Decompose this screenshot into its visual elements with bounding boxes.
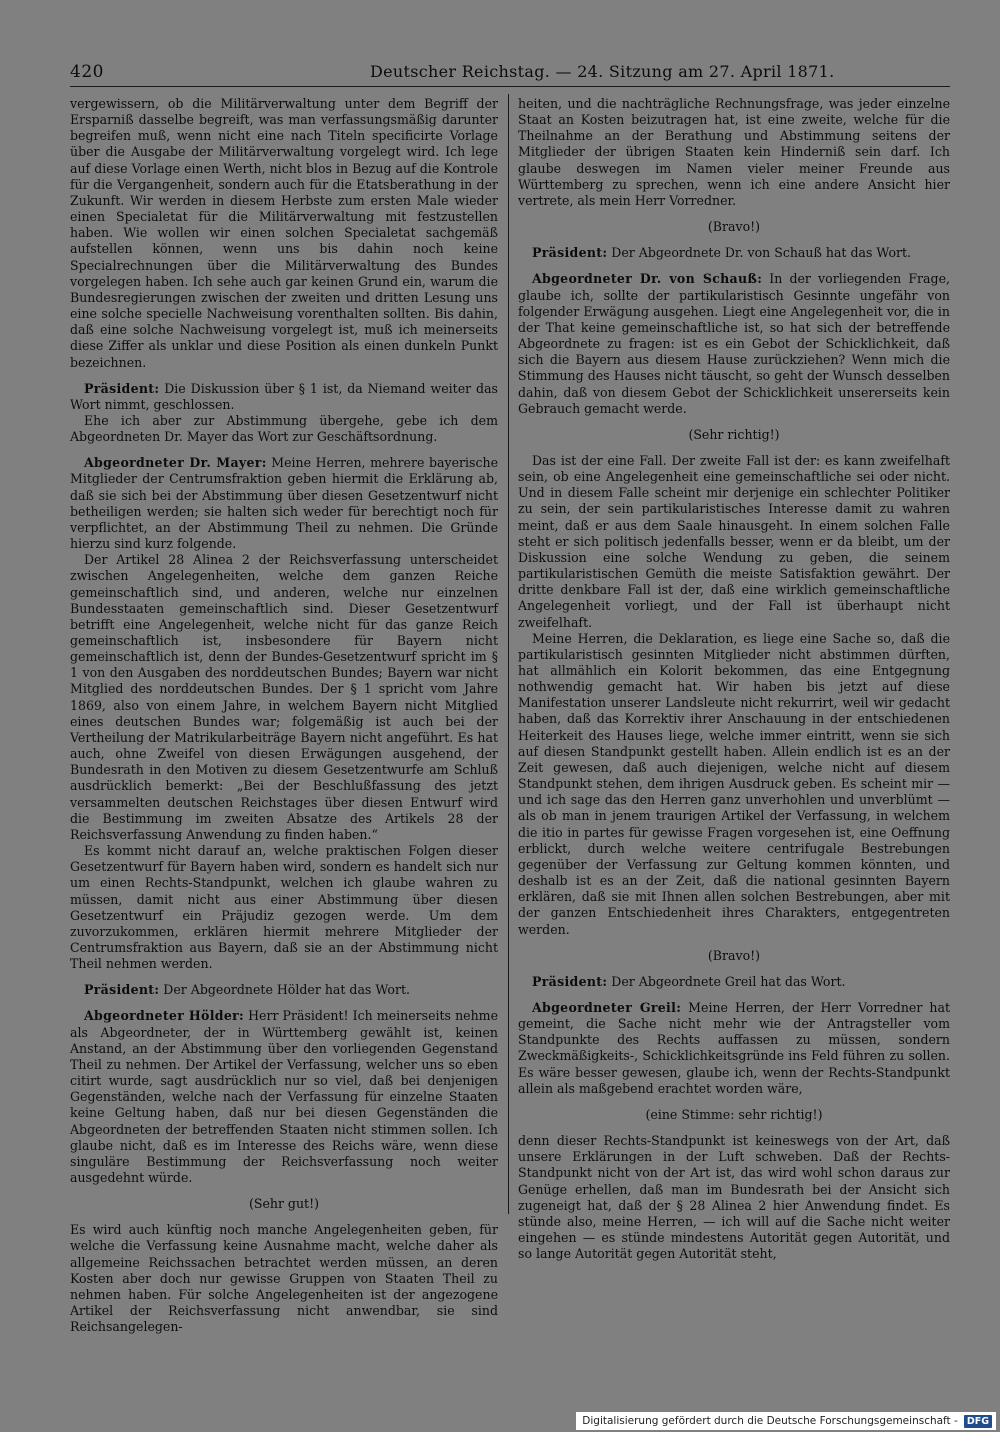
running-head: Deutscher Reichstag. — 24. Sitzung am 27. April 1871.	[370, 62, 835, 81]
speaker-paragraph	[70, 1008, 498, 1186]
page-number: 420	[70, 62, 104, 82]
paragraph: Es wird auch künftig noch manche Angelegenheiten geben, für welche die Verfassung keine Ausnahme macht, welche daher als allgemeine Reichssachen betrachtet werden müssen, an deren Kosten aber doch nur gewisse Gruppen von Staaten Theil zu nehmen haben. Für solche Angelegenheiten ist der angezogene Artikel der Reichsverfassung nicht anwendbar, sie sind Reichsangelegen-	[70, 1222, 498, 1335]
speaker-label: Abgeordneter Dr. von Schauß:	[532, 271, 763, 287]
speaker-text: Der Abgeordnete Hölder hat das Wort.	[159, 982, 410, 998]
interjection: (Bravo!)	[707, 219, 761, 235]
paragraph: heiten, und die nachträgliche Rechnungsfrage, was jeder einzelne Staat an Kosten beizutragen hat, ist eine zweite, welche für die Theilnahme an der Berathung und Abstimmung seitens der Mitglieder der übrigen Staaten kein Hinderniß sein darf. Ich glaube deswegen im Namen vieler meiner Freunde aus Württemberg zu sprechen, wenn ich eine andere Ansicht hier vertrete, als mein Herr Vorredner.	[518, 96, 950, 208]
speaker-text: Der Abgeordnete Dr. von Schauß hat das Wort.	[607, 245, 912, 261]
paragraph: denn dieser Rechts-Standpunkt ist keineswegs von der Art, daß unsere Erklärungen in der Luft schweben. Daß der Rechts-Standpunkt nicht von der Art ist, das wird wohl schon daraus zur Genüge erhellen, daß man im Bundesrath bei der Ansicht sich zugeneigt hat, daß der § 28 Alinea 2 hier Anwendung findet. Es stünde also, meine Herren, — ich will auf die Sache nicht weiter eingehen — es stünde mindestens Autorität gegen Autorität, und so lange Autorität gegen Autorität steht,	[518, 1133, 950, 1262]
interjection: (Sehr richtig!)	[688, 426, 780, 442]
speaker-label: Abgeordneter Greil:	[532, 999, 682, 1015]
speaker-label: Präsident:	[84, 982, 160, 998]
speaker-label: Abgeordneter Dr. Mayer:	[84, 455, 267, 471]
speaker-label: Präsident:	[532, 973, 608, 989]
right-column	[518, 96, 950, 1262]
paragraph: vergewissern, ob die Militärverwaltung unter dem Begriff der Ersparniß dasselbe begreift, was man verfassungsmäßig darunter begreifen muß, wenn nicht eine nach Titeln specificirte Vorlage über die Ausgabe der Militärverwaltung vorgelegt wird. Ich lege auf diese Vorlage einen Werth, nicht blos in Bezug auf die Kontrole für die Vergangenheit, sondern auch für die Etatsberathung in der Zukunft. Wir werden in diesem Herbste zum ersten Male wieder einen Specialetat für die Militärverwaltung mit festzustellen haben. Wie wollen wir einen solchen Specialetat sachgemäß aufstellen können, wenn uns bis dahin noch keine Specialrechnungen über die Militärverwaltung des Bundes vorgelegen haben. Ich sehe auch gar keinen Grund ein, warum die Bundesregierungen zwischen der zweiten und dritten Lesung uns eine solche specielle Nachweisung vorenthalten sollten. Bis dahin, daß eine solche Nachweisung vorgelegt ist, muß ich meinerseits diese Ziffer als unklar und diese Position als einen dunkeln Punkt bezeichnen.	[70, 96, 498, 370]
page-header	[70, 62, 950, 87]
footer-credit	[576, 1412, 996, 1430]
interjection: (Sehr gut!)	[248, 1196, 320, 1212]
paragraph: Der Artikel 28 Alinea 2 der Reichsverfassung unterscheidet zwischen Angelegenheiten, welche dem ganzen Reiche gemeinschaftlich sind, und anderen, welche nur einzelnen Bundesstaaten gemeinschaftlich sind. Dieser Gesetzentwurf betrifft eine Angelegenheit, welche nicht für das ganze Reich gemeinschaftlich ist, insbesondere für Bayern nicht gemeinschaftlich ist, denn der Bundes-Gesetzentwurf spricht im § 1 von den Ausgaben des norddeutschen Bundes; Bayern war nicht Mitglied des norddeutschen Bundes. Der § 1 spricht vom Jahre 1869, also von einem Jahre, in welchem Bayern nicht Mitglied eines deutschen Bundes war; folgemäßig ist auch bei der Vertheilung der Matrikularbeiträge Bayern nicht angeführt. Es hat auch, ohne Zweifel von diesen Erwägungen ausgehend, der Bundesrath in den Motiven zu diesem Gesetzentwurfe am Schluß ausdrücklich bemerkt: „Bei der Beschlußfassung des jetzt versammelten deutschen Reichstages über diesen Entwurf wird die Bestimmung im zweiten Absatze des Artikels 28 der Reichsverfassung Anwendung zu finden haben.“	[70, 552, 498, 842]
speaker-paragraph	[518, 271, 950, 416]
speaker-text: Herr Präsident! Ich meinerseits nehme als Abgeordneter, der in Württemberg gewählt ist, keinen Anstand, an der Abstimmung über den vorliegenden Gegenstand Theil zu nehmen. Der Artikel der Verfassung, welcher uns so eben citirt wurde, sagt ausdrücklich nur so viel, daß bei denjenigen Gegenständen, welche nach der Verfassung für einzelne Staaten keine Geltung haben, daß nur bei diesen Gegenständen die Abgeordneten der betreffenden Staaten nicht stimmen sollen. Ich glaube nicht, daß es im Interesse des Reichs wäre, wenn diese singuläre Bestimmung der Reichsverfassung noch weiter ausgedehnt würde.	[70, 1008, 498, 1185]
speaker-text: Der Abgeordnete Greil hat das Wort.	[607, 973, 846, 989]
speaker-paragraph	[518, 1000, 950, 1097]
paragraph: Das ist der eine Fall. Der zweite Fall ist der: es kann zweifelhaft sein, ob eine Angelegenheit eine gemeinschaftliche sei oder nicht. Und in diesem Falle scheint mir derjenige ein schlechter Politiker zu sein, der sein partikularistisches Interesse damit zu wahren meint, daß er aus dem Saale hinausgeht. In einem solchen Falle steht er sich politisch jedenfalls besser, wenn er da bleibt, um der Diskussion eine solche Wendung zu geben, die seinem partikularistischen Gemüth die meiste Satisfaktion gewährt. Der dritte denkbare Fall ist der, daß eine wirklich gemeinschaftliche Angelegenheit vorliegt, und der Fall ist überhaupt nicht zweifelhaft.	[518, 452, 950, 630]
interjection: (Bravo!)	[707, 947, 761, 963]
speaker-label: Präsident:	[532, 245, 608, 261]
speaker-paragraph	[518, 974, 950, 990]
speaker-paragraph	[70, 455, 498, 552]
paragraph: Meine Herren, die Deklaration, es liege eine Sache so, daß die partikularistisch gesinnten Mitglieder nicht abstimmen dürften, hat allmählich ein Kolorit bekommen, das eine Entgegnung nothwendig gemacht hat. Wir haben bis jetzt auf diese Manifestation unserer Landsleute nicht rekurrirt, weil wir gedacht haben, daß das Korrektiv ihrer Anschauung in der entschiedenen Heiterkeit des Hauses liege, welche immer eintritt, wenn sie sich auf diesen Standpunkt gestellt haben. Allein endlich ist es an der Zeit gewesen, daß auch diejenigen, welche nicht auf diesem Standpunkt stehen, dem ihrigen Ausdruck geben. Es scheint mir — und ich sage das den Herren ganz unverhohlen und unverblümt — als ob man in jenem traurigen Artikel der Verfassung, in welchem die itio in partes für gewisse Fragen vorgesehen ist, eine Oeffnung erblickt, durch welche weitere centrifugale Bestrebungen gegenüber der Verfassung zur Geltung kommen könnten, und deshalb ist es an der Zeit, daß die national gesinnten Bayern erklären, daß sie mit Ihnen allen solchen Bestrebungen, aber mit der ganzen Entschiedenheit ihres Charakters, entgegentreten werden.	[518, 630, 950, 937]
speaker-text: In der vorliegenden Frage, glaube ich, sollte der partikularistisch Gesinnte ungefähr von folgender Erwägung ausgehen. Liegt eine Angelegenheit vor, die in der That keine gemeinschaftliche ist, so hat sich der betreffende Abgeordnete zu fragen: ist es ein Gebot der Schicklichkeit, daß sich die Bayern aus diesem Hause zurückziehen? Wenn mich die Stimmung des Hauses nicht täuscht, so geht der Wunsch desselben dahin, daß von diesem Gebot der Schicklichkeit unsererseits kein Gebrauch gemacht werde.	[518, 271, 950, 416]
speaker-text: Die Diskussion über § 1 ist, da Niemand weiter das Wort nimmt, geschlossen.	[70, 380, 498, 412]
interjection: (eine Stimme: sehr richtig!)	[645, 1106, 823, 1122]
footer-text: Digitalisierung gefördert durch die Deutsche Forschungsgemeinschaft -	[582, 1415, 958, 1427]
speaker-label: Präsident:	[84, 380, 160, 396]
dfg-logo: DFG	[964, 1415, 992, 1428]
paragraph: Ehe ich aber zur Abstimmung übergehe, gebe ich dem Abgeordneten Dr. Mayer das Wort zur Geschäftsordnung.	[70, 412, 498, 445]
speaker-paragraph	[70, 381, 498, 413]
paragraph: Es kommt nicht darauf an, welche praktischen Folgen dieser Gesetzentwurf für Bayern haben wird, sondern es handelt sich nur um einen Rechts-Standpunkt, welchen ich glaube wahren zu müssen, damit nicht aus einer Abstimmung über diesen Gesetzentwurf ein Präjudiz gezogen werde. Um dem zuvorzukommen, erklären hiermit mehrere Mitglieder der Centrumsfraktion aus Bayern, daß sie an der Abstimmung nicht Theil nehmen werden.	[70, 843, 498, 972]
speaker-label: Abgeordneter Hölder:	[84, 1008, 244, 1024]
column-divider	[508, 94, 509, 1214]
speaker-text: Meine Herren, der Herr Vorredner hat gemeint, die Sache nicht mehr wie der Antragsteller vom Standpunkte des Rechts auffassen zu müssen, sondern Zweckmäßigkeits-, Schicklichkeitsgründe ins Feld führen zu sollen. Es wäre besser gewesen, glaube ich, wenn der Rechts-Standpunkt allein als maßgebend erachtet worden wäre,	[518, 999, 950, 1096]
speaker-text: Meine Herren, mehrere bayerische Mitglieder der Centrumsfraktion geben hiermit die Erklärung ab, daß sie sich bei der Abstimmung über diesen Gesetzentwurf nicht betheiligen werden; sie halten sich weder für berechtigt noch für verpflichtet, an der Abstimmung Theil zu nehmen. Die Gründe hierzu sind kurz folgende.	[70, 455, 498, 552]
left-column	[70, 96, 498, 1335]
speaker-paragraph	[70, 982, 498, 998]
speaker-paragraph	[518, 245, 950, 261]
